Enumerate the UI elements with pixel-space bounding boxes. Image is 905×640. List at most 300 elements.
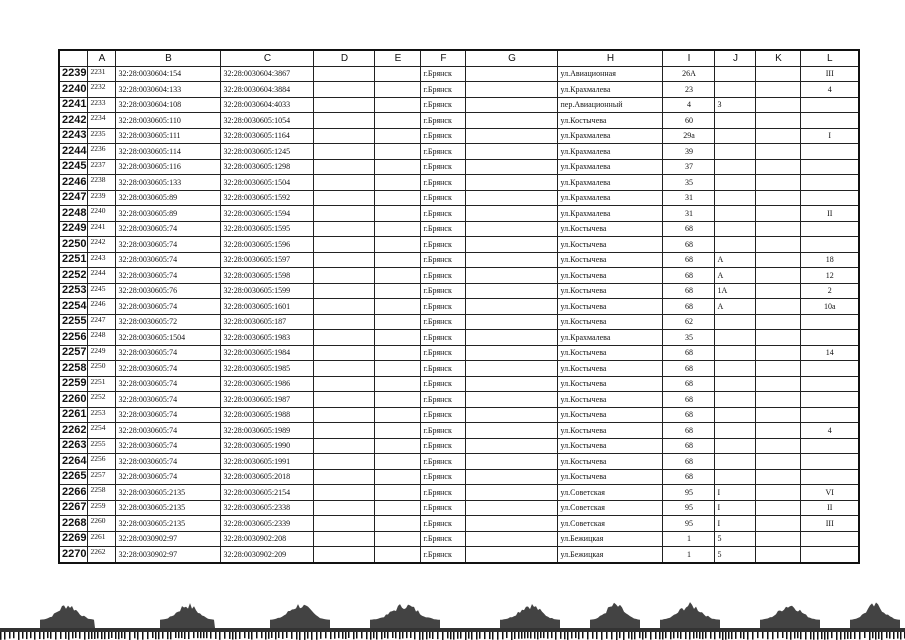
cell-c[interactable]: 32:28:0030605:1054 bbox=[221, 113, 314, 129]
cell-h[interactable]: ул.Костычева bbox=[558, 237, 663, 253]
cell-k[interactable] bbox=[756, 330, 801, 346]
cell-k[interactable] bbox=[756, 516, 801, 532]
cell-h[interactable]: ул.Советская bbox=[558, 485, 663, 501]
cell-c[interactable]: 32:28:0030605:1504 bbox=[221, 175, 314, 191]
cell-h[interactable]: ул.Крахмалева bbox=[558, 330, 663, 346]
cell-g[interactable] bbox=[466, 361, 558, 377]
cell-d[interactable] bbox=[314, 252, 375, 268]
row-number[interactable]: 2241 bbox=[59, 97, 88, 113]
cell-e[interactable] bbox=[375, 376, 421, 392]
row-number[interactable]: 2263 bbox=[59, 438, 88, 454]
cell-e[interactable] bbox=[375, 283, 421, 299]
cell-e[interactable] bbox=[375, 299, 421, 315]
cell-f[interactable]: г.Брянск bbox=[421, 283, 466, 299]
cell-l[interactable] bbox=[801, 144, 859, 160]
cell-l[interactable] bbox=[801, 469, 859, 485]
cell-h[interactable]: ул.Крахмалева bbox=[558, 159, 663, 175]
cell-d[interactable] bbox=[314, 531, 375, 547]
cell-d[interactable] bbox=[314, 392, 375, 408]
cell-k[interactable] bbox=[756, 392, 801, 408]
cell-j[interactable]: А bbox=[715, 299, 756, 315]
cell-g[interactable] bbox=[466, 376, 558, 392]
cell-g[interactable] bbox=[466, 314, 558, 330]
cell-a[interactable]: 2258 bbox=[88, 485, 116, 501]
cell-k[interactable] bbox=[756, 454, 801, 470]
cell-c[interactable]: 32:28:0030605:1991 bbox=[221, 454, 314, 470]
cell-i[interactable]: 37 bbox=[663, 159, 715, 175]
cell-c[interactable]: 32:28:0030605:1298 bbox=[221, 159, 314, 175]
cell-l[interactable] bbox=[801, 531, 859, 547]
cell-g[interactable] bbox=[466, 330, 558, 346]
cell-l[interactable]: 2 bbox=[801, 283, 859, 299]
cell-k[interactable] bbox=[756, 237, 801, 253]
cell-i[interactable]: 23 bbox=[663, 82, 715, 98]
cell-k[interactable] bbox=[756, 423, 801, 439]
cell-l[interactable] bbox=[801, 407, 859, 423]
corner-cell[interactable] bbox=[59, 50, 88, 66]
cell-l[interactable] bbox=[801, 221, 859, 237]
cell-f[interactable]: г.Брянск bbox=[421, 144, 466, 160]
cell-b[interactable]: 32:28:0030605:74 bbox=[116, 345, 221, 361]
cell-f[interactable]: г.Брянск bbox=[421, 252, 466, 268]
cell-a[interactable]: 2238 bbox=[88, 175, 116, 191]
cell-i[interactable]: 68 bbox=[663, 268, 715, 284]
cell-c[interactable]: 32:28:0030902:208 bbox=[221, 531, 314, 547]
cell-g[interactable] bbox=[466, 299, 558, 315]
cell-b[interactable]: 32:28:0030605:76 bbox=[116, 283, 221, 299]
cell-i[interactable]: 39 bbox=[663, 144, 715, 160]
cell-d[interactable] bbox=[314, 314, 375, 330]
cell-j[interactable] bbox=[715, 144, 756, 160]
cell-c[interactable]: 32:28:0030605:1983 bbox=[221, 330, 314, 346]
cell-j[interactable] bbox=[715, 113, 756, 129]
cell-j[interactable] bbox=[715, 66, 756, 82]
cell-a[interactable]: 2236 bbox=[88, 144, 116, 160]
cell-e[interactable] bbox=[375, 237, 421, 253]
cell-l[interactable] bbox=[801, 376, 859, 392]
cell-k[interactable] bbox=[756, 175, 801, 191]
cell-a[interactable]: 2251 bbox=[88, 376, 116, 392]
cell-j[interactable] bbox=[715, 423, 756, 439]
row-number[interactable]: 2266 bbox=[59, 485, 88, 501]
column-header-l[interactable]: L bbox=[801, 50, 859, 66]
cell-h[interactable]: ул.Советская bbox=[558, 500, 663, 516]
cell-b[interactable]: 32:28:0030902:97 bbox=[116, 531, 221, 547]
cell-a[interactable]: 2243 bbox=[88, 252, 116, 268]
column-header-c[interactable]: C bbox=[221, 50, 314, 66]
column-header-d[interactable]: D bbox=[314, 50, 375, 66]
cell-k[interactable] bbox=[756, 206, 801, 222]
cell-g[interactable] bbox=[466, 283, 558, 299]
cell-c[interactable]: 32:28:0030605:1595 bbox=[221, 221, 314, 237]
row-number[interactable]: 2239 bbox=[59, 66, 88, 82]
row-number[interactable]: 2270 bbox=[59, 547, 88, 563]
cell-b[interactable]: 32:28:0030605:2135 bbox=[116, 516, 221, 532]
cell-b[interactable]: 32:28:0030605:74 bbox=[116, 252, 221, 268]
row-number[interactable]: 2246 bbox=[59, 175, 88, 191]
row-number[interactable]: 2248 bbox=[59, 206, 88, 222]
cell-a[interactable]: 2232 bbox=[88, 82, 116, 98]
cell-e[interactable] bbox=[375, 392, 421, 408]
cell-b[interactable]: 32:28:0030605:133 bbox=[116, 175, 221, 191]
cell-a[interactable]: 2249 bbox=[88, 345, 116, 361]
cell-g[interactable] bbox=[466, 469, 558, 485]
cell-f[interactable]: г.Брянск bbox=[421, 268, 466, 284]
cell-a[interactable]: 2253 bbox=[88, 407, 116, 423]
cell-e[interactable] bbox=[375, 252, 421, 268]
cell-h[interactable]: ул.Крахмалева bbox=[558, 206, 663, 222]
cell-g[interactable] bbox=[466, 113, 558, 129]
cell-h[interactable]: ул.Костычева bbox=[558, 252, 663, 268]
cell-c[interactable]: 32:28:0030605:1986 bbox=[221, 376, 314, 392]
cell-d[interactable] bbox=[314, 330, 375, 346]
cell-e[interactable] bbox=[375, 314, 421, 330]
cell-i[interactable]: 68 bbox=[663, 283, 715, 299]
cell-e[interactable] bbox=[375, 345, 421, 361]
cell-b[interactable]: 32:28:0030605:89 bbox=[116, 206, 221, 222]
cell-f[interactable]: г.Брянск bbox=[421, 438, 466, 454]
cell-h[interactable]: ул.Костычева bbox=[558, 454, 663, 470]
cell-h[interactable]: ул.Костычева bbox=[558, 314, 663, 330]
cell-c[interactable]: 32:28:0030605:1598 bbox=[221, 268, 314, 284]
cell-l[interactable] bbox=[801, 159, 859, 175]
cell-g[interactable] bbox=[466, 252, 558, 268]
cell-d[interactable] bbox=[314, 516, 375, 532]
cell-f[interactable]: г.Брянск bbox=[421, 190, 466, 206]
cell-i[interactable]: 95 bbox=[663, 485, 715, 501]
cell-c[interactable]: 32:28:0030902:209 bbox=[221, 547, 314, 563]
cell-e[interactable] bbox=[375, 159, 421, 175]
row-number[interactable]: 2265 bbox=[59, 469, 88, 485]
cell-l[interactable] bbox=[801, 454, 859, 470]
cell-i[interactable]: 95 bbox=[663, 500, 715, 516]
cell-h[interactable]: ул.Крахмалева bbox=[558, 175, 663, 191]
cell-a[interactable]: 2241 bbox=[88, 221, 116, 237]
cell-f[interactable]: г.Брянск bbox=[421, 531, 466, 547]
cell-i[interactable]: 4 bbox=[663, 97, 715, 113]
cell-l[interactable] bbox=[801, 547, 859, 563]
cell-d[interactable] bbox=[314, 361, 375, 377]
cell-c[interactable]: 32:28:0030605:1990 bbox=[221, 438, 314, 454]
cell-l[interactable] bbox=[801, 97, 859, 113]
cell-k[interactable] bbox=[756, 469, 801, 485]
cell-j[interactable] bbox=[715, 469, 756, 485]
column-header-e[interactable]: E bbox=[375, 50, 421, 66]
cell-h[interactable]: ул.Костычева bbox=[558, 469, 663, 485]
cell-d[interactable] bbox=[314, 283, 375, 299]
cell-l[interactable]: III bbox=[801, 66, 859, 82]
cell-j[interactable] bbox=[715, 82, 756, 98]
cell-l[interactable]: 4 bbox=[801, 82, 859, 98]
cell-a[interactable]: 2246 bbox=[88, 299, 116, 315]
cell-f[interactable]: г.Брянск bbox=[421, 407, 466, 423]
cell-e[interactable] bbox=[375, 175, 421, 191]
cell-a[interactable]: 2234 bbox=[88, 113, 116, 129]
cell-e[interactable] bbox=[375, 516, 421, 532]
cell-f[interactable]: г.Брянск bbox=[421, 66, 466, 82]
cell-d[interactable] bbox=[314, 268, 375, 284]
cell-f[interactable]: г.Брянск bbox=[421, 175, 466, 191]
row-number[interactable]: 2252 bbox=[59, 268, 88, 284]
cell-k[interactable] bbox=[756, 113, 801, 129]
cell-g[interactable] bbox=[466, 547, 558, 563]
cell-l[interactable] bbox=[801, 175, 859, 191]
cell-g[interactable] bbox=[466, 345, 558, 361]
cell-b[interactable]: 32:28:0030605:74 bbox=[116, 423, 221, 439]
cell-d[interactable] bbox=[314, 485, 375, 501]
cell-l[interactable]: 10а bbox=[801, 299, 859, 315]
cell-g[interactable] bbox=[466, 423, 558, 439]
cell-b[interactable]: 32:28:0030605:2135 bbox=[116, 485, 221, 501]
cell-j[interactable] bbox=[715, 221, 756, 237]
cell-k[interactable] bbox=[756, 221, 801, 237]
cell-f[interactable]: г.Брянск bbox=[421, 221, 466, 237]
cell-b[interactable]: 32:28:0030605:1504 bbox=[116, 330, 221, 346]
cell-f[interactable]: г.Брянск bbox=[421, 469, 466, 485]
cell-d[interactable] bbox=[314, 66, 375, 82]
cell-c[interactable]: 32:28:0030605:1599 bbox=[221, 283, 314, 299]
cell-h[interactable]: ул.Костычева bbox=[558, 407, 663, 423]
cell-h[interactable]: ул.Авиационная bbox=[558, 66, 663, 82]
cell-h[interactable]: ул.Крахмалева bbox=[558, 82, 663, 98]
cell-j[interactable] bbox=[715, 376, 756, 392]
cell-j[interactable]: I bbox=[715, 485, 756, 501]
row-number[interactable]: 2256 bbox=[59, 330, 88, 346]
cell-g[interactable] bbox=[466, 438, 558, 454]
cell-b[interactable]: 32:28:0030605:74 bbox=[116, 407, 221, 423]
cell-e[interactable] bbox=[375, 361, 421, 377]
cell-g[interactable] bbox=[466, 392, 558, 408]
cell-j[interactable]: 1А bbox=[715, 283, 756, 299]
cell-g[interactable] bbox=[466, 221, 558, 237]
cell-i[interactable]: 29а bbox=[663, 128, 715, 144]
cell-i[interactable]: 68 bbox=[663, 438, 715, 454]
cell-j[interactable]: I bbox=[715, 516, 756, 532]
column-header-j[interactable]: J bbox=[715, 50, 756, 66]
cell-c[interactable]: 32:28:0030605:2339 bbox=[221, 516, 314, 532]
cell-c[interactable]: 32:28:0030605:1164 bbox=[221, 128, 314, 144]
column-header-b[interactable]: B bbox=[116, 50, 221, 66]
cell-h[interactable]: ул.Крахмалева bbox=[558, 128, 663, 144]
cell-g[interactable] bbox=[466, 485, 558, 501]
cell-c[interactable]: 32:28:0030604:3867 bbox=[221, 66, 314, 82]
cell-k[interactable] bbox=[756, 438, 801, 454]
cell-b[interactable]: 32:28:0030605:74 bbox=[116, 221, 221, 237]
cell-e[interactable] bbox=[375, 144, 421, 160]
cell-e[interactable] bbox=[375, 469, 421, 485]
cell-b[interactable]: 32:28:0030605:116 bbox=[116, 159, 221, 175]
cell-j[interactable] bbox=[715, 345, 756, 361]
cell-c[interactable]: 32:28:0030605:2154 bbox=[221, 485, 314, 501]
cell-d[interactable] bbox=[314, 128, 375, 144]
cell-e[interactable] bbox=[375, 485, 421, 501]
cell-h[interactable]: ул.Бежицкая bbox=[558, 547, 663, 563]
row-number[interactable]: 2253 bbox=[59, 283, 88, 299]
cell-a[interactable]: 2231 bbox=[88, 66, 116, 82]
cell-b[interactable]: 32:28:0030902:97 bbox=[116, 547, 221, 563]
cell-d[interactable] bbox=[314, 144, 375, 160]
cell-i[interactable]: 60 bbox=[663, 113, 715, 129]
column-header-g[interactable]: G bbox=[466, 50, 558, 66]
cell-l[interactable] bbox=[801, 113, 859, 129]
row-number[interactable]: 2254 bbox=[59, 299, 88, 315]
cell-f[interactable]: г.Брянск bbox=[421, 500, 466, 516]
cell-f[interactable]: г.Брянск bbox=[421, 454, 466, 470]
column-header-a[interactable]: A bbox=[88, 50, 116, 66]
cell-l[interactable]: II bbox=[801, 206, 859, 222]
cell-b[interactable]: 32:28:0030605:74 bbox=[116, 469, 221, 485]
cell-g[interactable] bbox=[466, 144, 558, 160]
cell-e[interactable] bbox=[375, 500, 421, 516]
cell-h[interactable]: ул.Костычева bbox=[558, 376, 663, 392]
cell-c[interactable]: 32:28:0030605:1245 bbox=[221, 144, 314, 160]
cell-e[interactable] bbox=[375, 330, 421, 346]
row-number[interactable]: 2260 bbox=[59, 392, 88, 408]
row-number[interactable]: 2262 bbox=[59, 423, 88, 439]
cell-i[interactable]: 68 bbox=[663, 221, 715, 237]
cell-b[interactable]: 32:28:0030605:74 bbox=[116, 299, 221, 315]
cell-g[interactable] bbox=[466, 175, 558, 191]
cell-f[interactable]: г.Брянск bbox=[421, 330, 466, 346]
cell-l[interactable] bbox=[801, 237, 859, 253]
cell-f[interactable]: г.Брянск bbox=[421, 516, 466, 532]
cell-f[interactable]: г.Брянск bbox=[421, 128, 466, 144]
cell-h[interactable]: ул.Костычева bbox=[558, 438, 663, 454]
cell-e[interactable] bbox=[375, 438, 421, 454]
cell-l[interactable] bbox=[801, 330, 859, 346]
cell-j[interactable]: I bbox=[715, 500, 756, 516]
cell-k[interactable] bbox=[756, 299, 801, 315]
cell-l[interactable]: II bbox=[801, 500, 859, 516]
row-number[interactable]: 2240 bbox=[59, 82, 88, 98]
cell-k[interactable] bbox=[756, 407, 801, 423]
cell-j[interactable] bbox=[715, 407, 756, 423]
cell-c[interactable]: 32:28:0030605:1985 bbox=[221, 361, 314, 377]
cell-f[interactable]: г.Брянск bbox=[421, 345, 466, 361]
cell-c[interactable]: 32:28:0030605:2338 bbox=[221, 500, 314, 516]
cell-k[interactable] bbox=[756, 252, 801, 268]
cell-k[interactable] bbox=[756, 376, 801, 392]
cell-l[interactable]: VI bbox=[801, 485, 859, 501]
cell-c[interactable]: 32:28:0030605:1597 bbox=[221, 252, 314, 268]
cell-c[interactable]: 32:28:0030605:1989 bbox=[221, 423, 314, 439]
row-number[interactable]: 2242 bbox=[59, 113, 88, 129]
cell-k[interactable] bbox=[756, 97, 801, 113]
cell-j[interactable] bbox=[715, 206, 756, 222]
cell-d[interactable] bbox=[314, 97, 375, 113]
cell-h[interactable]: ул.Костычева bbox=[558, 283, 663, 299]
cell-a[interactable]: 2262 bbox=[88, 547, 116, 563]
cell-k[interactable] bbox=[756, 144, 801, 160]
cell-d[interactable] bbox=[314, 500, 375, 516]
cell-j[interactable] bbox=[715, 438, 756, 454]
cell-i[interactable]: 62 bbox=[663, 314, 715, 330]
cell-g[interactable] bbox=[466, 97, 558, 113]
cell-d[interactable] bbox=[314, 237, 375, 253]
row-number[interactable]: 2250 bbox=[59, 237, 88, 253]
cell-k[interactable] bbox=[756, 82, 801, 98]
cell-h[interactable]: ул.Советская bbox=[558, 516, 663, 532]
cell-l[interactable] bbox=[801, 438, 859, 454]
cell-d[interactable] bbox=[314, 454, 375, 470]
cell-e[interactable] bbox=[375, 190, 421, 206]
cell-f[interactable]: г.Брянск bbox=[421, 361, 466, 377]
cell-l[interactable]: 14 bbox=[801, 345, 859, 361]
cell-k[interactable] bbox=[756, 485, 801, 501]
cell-k[interactable] bbox=[756, 190, 801, 206]
cell-i[interactable]: 68 bbox=[663, 345, 715, 361]
cell-a[interactable]: 2259 bbox=[88, 500, 116, 516]
cell-a[interactable]: 2235 bbox=[88, 128, 116, 144]
cell-h[interactable]: пер.Авиационный bbox=[558, 97, 663, 113]
cell-a[interactable]: 2252 bbox=[88, 392, 116, 408]
cell-j[interactable] bbox=[715, 175, 756, 191]
cell-j[interactable]: 3 bbox=[715, 97, 756, 113]
cell-j[interactable] bbox=[715, 454, 756, 470]
cell-j[interactable]: 5 bbox=[715, 531, 756, 547]
cell-f[interactable]: г.Брянск bbox=[421, 206, 466, 222]
cell-h[interactable]: ул.Костычева bbox=[558, 113, 663, 129]
cell-h[interactable]: ул.Костычева bbox=[558, 221, 663, 237]
cell-i[interactable]: 68 bbox=[663, 376, 715, 392]
cell-e[interactable] bbox=[375, 531, 421, 547]
cell-i[interactable]: 35 bbox=[663, 175, 715, 191]
cell-b[interactable]: 32:28:0030605:74 bbox=[116, 376, 221, 392]
cell-g[interactable] bbox=[466, 82, 558, 98]
cell-l[interactable]: 12 bbox=[801, 268, 859, 284]
cell-b[interactable]: 32:28:0030605:74 bbox=[116, 454, 221, 470]
cell-a[interactable]: 2237 bbox=[88, 159, 116, 175]
cell-d[interactable] bbox=[314, 113, 375, 129]
cell-i[interactable]: 35 bbox=[663, 330, 715, 346]
cell-i[interactable]: 31 bbox=[663, 206, 715, 222]
row-number[interactable]: 2244 bbox=[59, 144, 88, 160]
cell-i[interactable]: 68 bbox=[663, 423, 715, 439]
cell-h[interactable]: ул.Костычева bbox=[558, 361, 663, 377]
cell-d[interactable] bbox=[314, 547, 375, 563]
cell-j[interactable] bbox=[715, 128, 756, 144]
cell-f[interactable]: г.Брянск bbox=[421, 299, 466, 315]
cell-k[interactable] bbox=[756, 500, 801, 516]
cell-g[interactable] bbox=[466, 268, 558, 284]
cell-a[interactable]: 2239 bbox=[88, 190, 116, 206]
cell-a[interactable]: 2240 bbox=[88, 206, 116, 222]
cell-e[interactable] bbox=[375, 547, 421, 563]
row-number[interactable]: 2251 bbox=[59, 252, 88, 268]
cell-e[interactable] bbox=[375, 454, 421, 470]
cell-f[interactable]: г.Брянск bbox=[421, 423, 466, 439]
cell-c[interactable]: 32:28:0030604:4033 bbox=[221, 97, 314, 113]
cell-j[interactable]: 5 bbox=[715, 547, 756, 563]
cell-e[interactable] bbox=[375, 66, 421, 82]
cell-j[interactable] bbox=[715, 159, 756, 175]
row-number[interactable]: 2269 bbox=[59, 531, 88, 547]
cell-e[interactable] bbox=[375, 82, 421, 98]
cell-c[interactable]: 32:28:0030605:1594 bbox=[221, 206, 314, 222]
cell-l[interactable] bbox=[801, 190, 859, 206]
cell-k[interactable] bbox=[756, 128, 801, 144]
cell-e[interactable] bbox=[375, 113, 421, 129]
cell-d[interactable] bbox=[314, 423, 375, 439]
cell-l[interactable]: 18 bbox=[801, 252, 859, 268]
cell-d[interactable] bbox=[314, 159, 375, 175]
cell-b[interactable]: 32:28:0030605:74 bbox=[116, 438, 221, 454]
cell-e[interactable] bbox=[375, 268, 421, 284]
cell-b[interactable]: 32:28:0030605:114 bbox=[116, 144, 221, 160]
cell-i[interactable]: 68 bbox=[663, 407, 715, 423]
cell-b[interactable]: 32:28:0030605:89 bbox=[116, 190, 221, 206]
cell-f[interactable]: г.Брянск bbox=[421, 237, 466, 253]
